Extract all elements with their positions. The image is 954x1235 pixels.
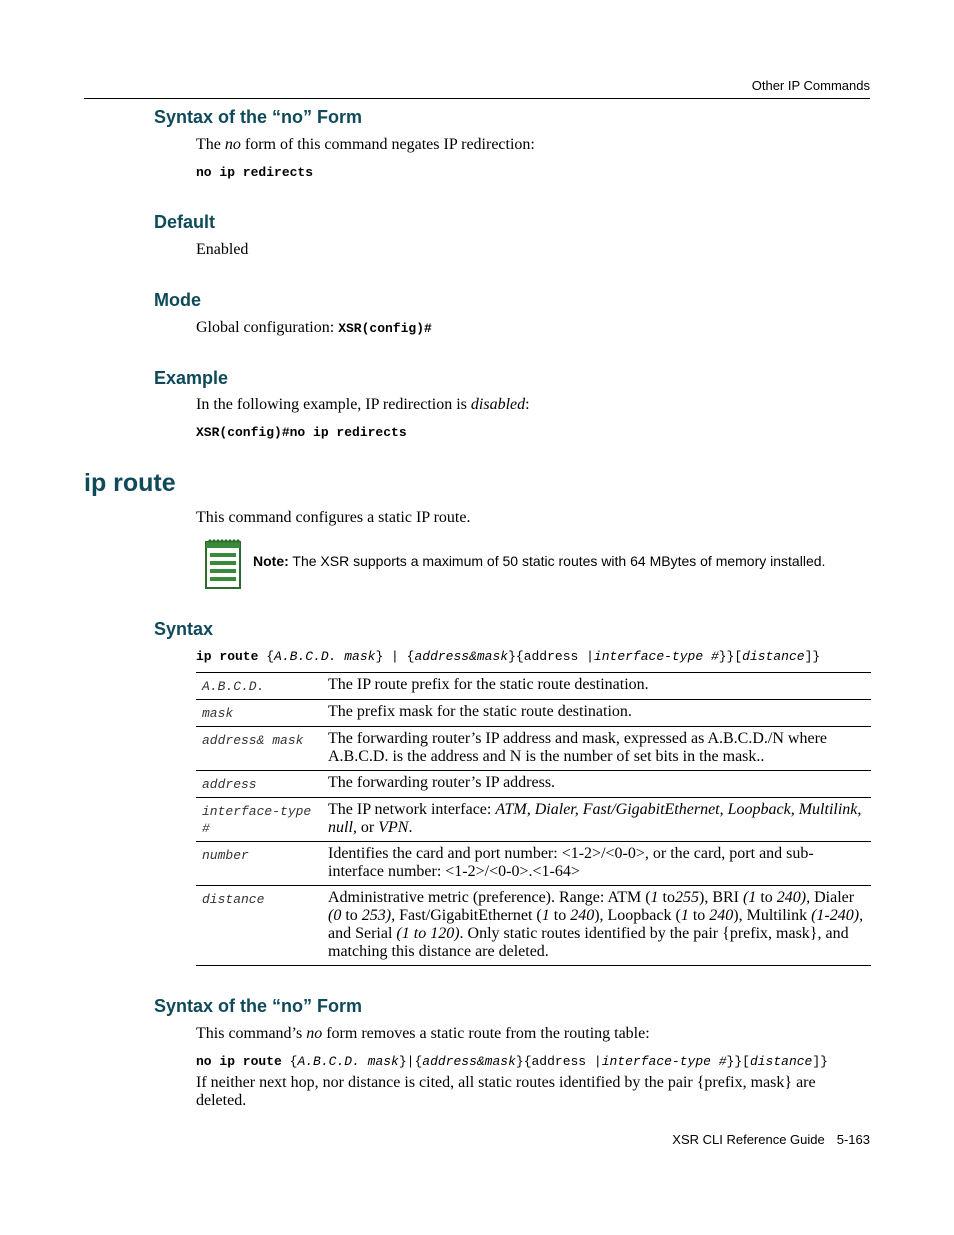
note-icon: [204, 538, 242, 590]
text-em: 1: [541, 907, 550, 924]
table-row: [196, 842, 871, 886]
text-run: and Serial: [328, 925, 397, 942]
no-form-2-footer-text: If neither next hop, nor distance is cited, all static routes identified by the pair {prefix, mask} are deleted.: [196, 1074, 816, 1109]
section-heading-default: Default: [154, 212, 216, 232]
param-name: mask: [196, 700, 318, 727]
text-run: Dialer: [810, 889, 855, 906]
text-run: ), Multilink: [733, 907, 812, 924]
text-run: In the following example, IP redirection is: [196, 396, 471, 413]
text-run: ), Loopback (: [594, 907, 681, 924]
text-run: Global configuration:: [196, 319, 339, 336]
text-run: Fast/GigabitEthernet (: [395, 907, 542, 924]
text-em: VPN: [378, 819, 409, 836]
text-run: This command’s: [196, 1025, 307, 1042]
text-em: (0: [328, 907, 342, 924]
command-title: ip route: [84, 469, 176, 497]
mode-description: [196, 319, 432, 337]
param-name: number: [196, 842, 318, 886]
table-row: [196, 727, 871, 771]
text-em: 255: [675, 889, 699, 906]
param-description: [318, 886, 871, 966]
no-form-2-syntax-line: [196, 1054, 828, 1069]
syntax-punct: }|{: [398, 1054, 423, 1069]
note-body: The XSR supports a maximum of 50 static routes with 64 MBytes of memory installed.: [288, 553, 826, 569]
syntax-line: [196, 649, 820, 664]
text-em: (1: [743, 889, 757, 906]
text-em: no: [224, 136, 241, 153]
syntax-command: no ip route: [196, 1054, 282, 1069]
note-label: Note:: [253, 553, 289, 569]
param-name: address& mask: [196, 727, 318, 771]
text-em: 240: [570, 907, 595, 924]
section-heading-no-form-2: Syntax of the “no” Form: [154, 996, 363, 1016]
param-name: A.B.C.D.: [196, 673, 318, 700]
text-run: The IP network interface:: [328, 801, 496, 818]
text-em: 240: [709, 907, 734, 924]
table-row: [196, 798, 871, 842]
syntax-arg: A.B.C.D. mask: [274, 649, 376, 664]
syntax-arg: address&mask: [422, 1054, 516, 1069]
page-footer: [672, 1132, 870, 1147]
text-em: 1: [680, 907, 689, 924]
param-name: address: [196, 771, 318, 798]
default-value: Enabled: [196, 241, 249, 258]
syntax-punct: ]}: [804, 649, 821, 664]
note-text: [253, 553, 825, 569]
header-rule: [84, 98, 870, 99]
text-em: (1-240),: [811, 907, 864, 924]
text-run: . Only static routes identified by the pair {prefix, mask}, and matching this distance are deleted.: [328, 925, 849, 960]
syntax-arg: distance: [749, 1054, 813, 1069]
parameter-table: [196, 672, 871, 966]
param-description: Identifies the card and port number: <1-2>/<0-0>, or the card, port and sub-interface number: <1-2>/<0-0>.<1-64>: [318, 842, 871, 886]
example-description: [196, 396, 530, 414]
text-run: to: [549, 907, 571, 924]
syntax-punct: {: [281, 1054, 298, 1069]
syntax-arg: distance: [742, 649, 805, 664]
param-description: [318, 798, 871, 842]
section-heading-example: Example: [154, 368, 229, 388]
syntax-arg: interface-type #: [601, 1054, 727, 1069]
syntax-arg: address&mask: [414, 649, 509, 664]
no-form-code: no ip redirects: [196, 165, 314, 180]
param-description: The prefix mask for the static route destination.: [318, 700, 871, 727]
param-name: distance: [196, 886, 318, 966]
text-run: .: [408, 819, 413, 836]
text-em: 1: [650, 889, 659, 906]
text-run: to: [688, 907, 710, 924]
param-name: interface-type #: [196, 798, 318, 842]
text-em: disabled: [470, 396, 526, 413]
syntax-arg: interface-type #: [593, 649, 719, 664]
footer-page-number: 5-163: [836, 1132, 870, 1147]
text-run: to: [658, 889, 675, 906]
syntax-punct: } | {: [375, 649, 415, 664]
syntax-punct: }}[: [718, 649, 743, 664]
table-row: [196, 771, 871, 798]
param-description: The IP route prefix for the static route destination.: [318, 673, 871, 700]
command-description: This command configures a static IP route.: [196, 509, 471, 526]
running-header: Other IP Commands: [751, 78, 870, 93]
text-run: or: [356, 819, 379, 836]
syntax-arg: A.B.C.D. mask: [297, 1054, 399, 1069]
table-row: [196, 700, 871, 727]
table-row: [196, 673, 871, 700]
text-run: form removes a static route from the routing table:: [322, 1025, 650, 1042]
syntax-punct: }{address |: [515, 1054, 602, 1069]
footer-guide-title: XSR CLI Reference Guide: [672, 1132, 825, 1147]
syntax-punct: {: [258, 649, 275, 664]
text-run: ), BRI: [699, 889, 743, 906]
text-em: no: [306, 1025, 323, 1042]
text-run: The: [196, 136, 225, 153]
text-run: :: [525, 396, 530, 413]
mode-prompt-code: XSR(config)#: [338, 321, 432, 336]
syntax-command: ip route: [196, 649, 259, 664]
text-em: 240),: [776, 889, 811, 906]
syntax-punct: }}[: [726, 1054, 750, 1069]
no-form-description: [196, 136, 535, 154]
no-form-2-description: [196, 1025, 650, 1043]
text-em: (1 to 120): [396, 925, 460, 942]
syntax-punct: }{address |: [508, 649, 594, 664]
param-description: The forwarding router’s IP address and mask, expressed as A.B.C.D./N where A.B.C.D. is the address and N is the number of set bits in the mask..: [318, 727, 871, 771]
section-heading-mode: Mode: [154, 290, 201, 310]
section-heading-no-form: Syntax of the “no” Form: [154, 107, 363, 127]
text-run: form of this command negates IP redirection:: [240, 136, 535, 153]
text-em: ATM, Dialer, Fast/GigabitEthernet, Loopback, Multilink, null,: [328, 801, 862, 836]
example-code: XSR(config)#no ip redirects: [196, 425, 407, 440]
param-description: The forwarding router’s IP address.: [318, 771, 871, 798]
syntax-punct: ]}: [812, 1054, 828, 1069]
text-run: to: [341, 907, 362, 924]
text-em: 253),: [361, 907, 396, 924]
section-heading-syntax: Syntax: [154, 619, 214, 639]
text-run: Administrative metric (preference). Range: ATM (: [328, 889, 651, 906]
table-row: [196, 886, 871, 966]
text-run: to: [756, 889, 777, 906]
